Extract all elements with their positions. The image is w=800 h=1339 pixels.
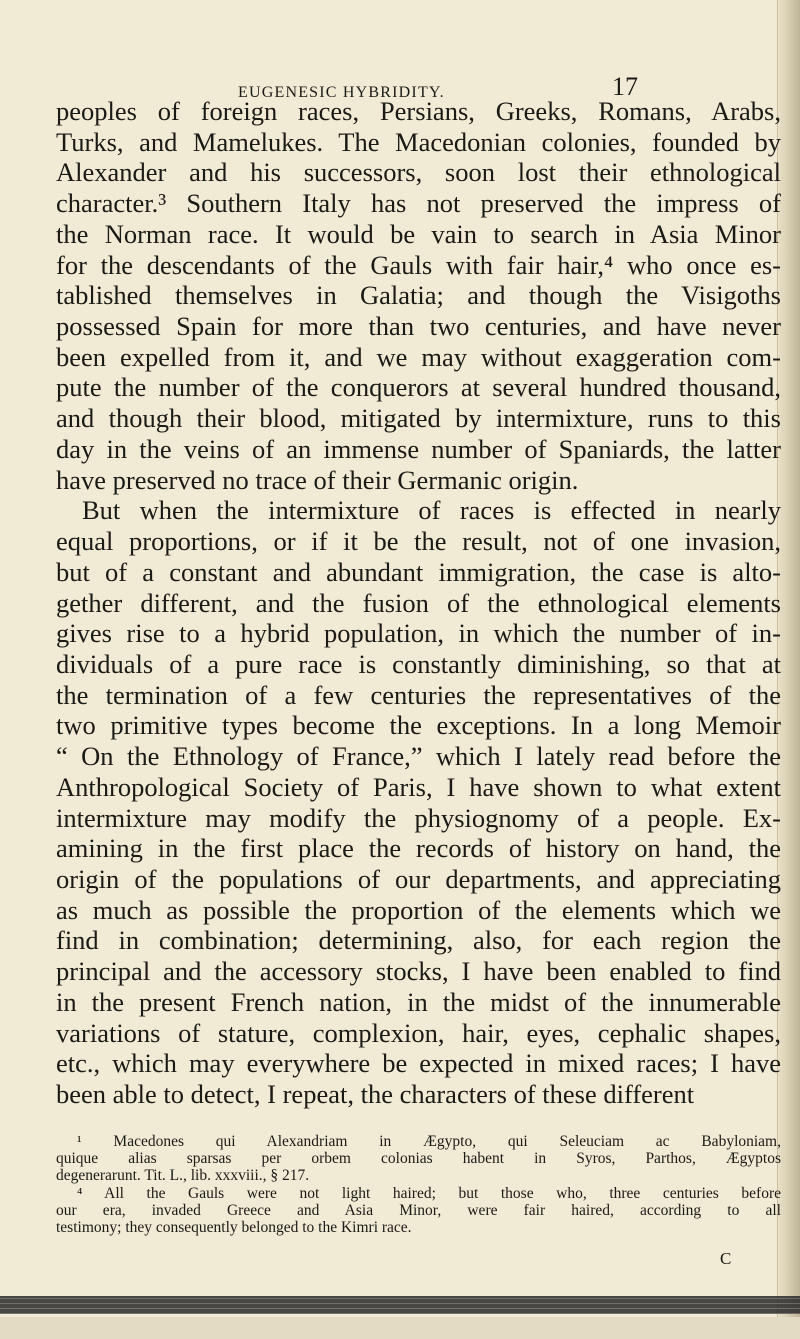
text-line: have preserved no trace of their Germanic origin. <box>56 464 579 495</box>
text-line: peoples of foreign races, Persians, Greeks, Romans, Arabs, <box>56 96 781 126</box>
text-line: gether different, and the fusion of the ethnological elements <box>56 587 781 618</box>
footnote-line: ⁴ All the Gauls were not light haired; but those who, three centuries before <box>77 1184 781 1202</box>
text-line: day in the veins of an immense number of Spaniards, the latter <box>56 433 781 464</box>
text-line: variations of stature, complexion, hair, eyes, cephalic shapes, <box>56 1017 781 1048</box>
scan-margin <box>0 1317 800 1339</box>
text-line: Alexander and his successors, soon lost their ethnological <box>56 157 781 188</box>
text-line: and though their blood, mitigated by intermixture, runs to this <box>56 403 781 434</box>
text-line: “ On the Ethnology of France,” which I lately read before the <box>56 741 781 772</box>
footnote-line: quique alias sparsas per orbem colonias habent in Syros, Parthos, Ægyptos <box>56 1150 781 1168</box>
text-line: but of a constant and abundant immigration, the case is alto- <box>56 556 781 587</box>
text-line: amining in the first place the records of history on hand, the <box>56 833 781 864</box>
footnotes <box>56 1133 781 1236</box>
page-number: 17 <box>612 72 638 101</box>
text-line: equal proportions, or if it be the result, not of one invasion, <box>56 526 781 557</box>
text-line: the Norman race. It would be vain to search in Asia Minor <box>56 218 781 249</box>
text-line: the termination of a few centuries the representatives of the <box>56 679 781 710</box>
text-line: pute the number of the conquerors at several hundred thousand, <box>56 372 781 403</box>
text-line: origin of the populations of our departments, and appreciating <box>56 863 781 894</box>
text-line: etc., which may everywhere be expected in mixed races; I have <box>56 1048 781 1079</box>
text-line: principal and the accessory stocks, I have been enabled to find <box>56 956 781 987</box>
footnote-line: degenerarunt. Tit. L., lib. xxxviii., § 217. <box>56 1167 310 1185</box>
footnote-line: our era, invaded Greece and Asia Minor, were fair haired, according to all <box>56 1201 781 1219</box>
footnote-line: testimony; they consequently belonged to the Kimri race. <box>56 1218 412 1236</box>
text-line: two primitive types become the exceptions. In a long Memoir <box>56 710 781 741</box>
text-line: dividuals of a pure race is constantly diminishing, so that at <box>56 648 781 679</box>
text-line: been able to detect, I repeat, the characters of these different <box>56 1079 695 1109</box>
text-line: intermixture may modify the physiognomy of a people. Ex- <box>56 802 781 833</box>
running-head: EUGENESIC HYBRIDITY. <box>238 84 445 101</box>
scan-edge-band <box>0 1296 800 1314</box>
text-line: possessed Spain for more than two centuries, and have never <box>56 311 781 342</box>
text-line: Anthropological Society of Paris, I have shown to what extent <box>56 771 781 802</box>
text-line: in the present French nation, in the midst of the innumerable <box>56 986 781 1017</box>
text-line: But when the intermixture of races is effected in nearly <box>82 495 781 526</box>
text-line: tablished themselves in Galatia; and though the Visigoths <box>56 280 781 311</box>
footnote-line: ¹ Macedones qui Alexandriam in Ægypto, qui Seleuciam ac Babyloniam, <box>77 1133 781 1150</box>
signature-mark: C <box>720 1249 732 1268</box>
text-line: for the descendants of the Gauls with fair hair,⁴ who once es- <box>56 249 781 280</box>
text-line: been expelled from it, and we may without exaggeration com- <box>56 341 781 372</box>
text-line: gives rise to a hybrid population, in which the number of in- <box>56 618 781 649</box>
text-line: Turks, and Mamelukes. The Macedonian colonies, founded by <box>56 126 781 157</box>
main-text <box>56 96 781 1110</box>
text-line: as much as possible the proportion of the elements which we <box>56 894 781 925</box>
text-line: find in combination; determining, also, for each region the <box>56 925 781 956</box>
text-line: character.³ Southern Italy has not preserved the impress of <box>56 188 781 219</box>
